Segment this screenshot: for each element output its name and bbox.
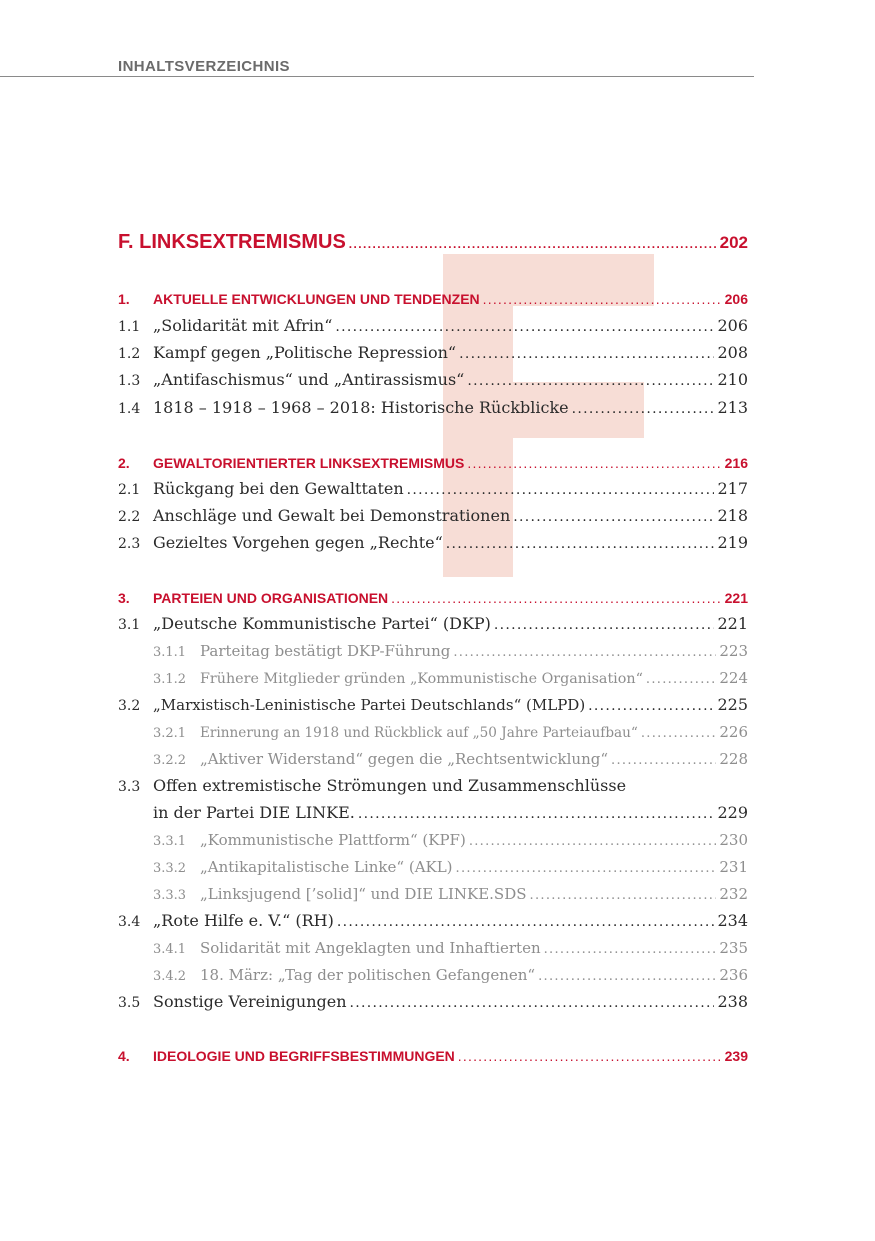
toc-entry-page: 226 xyxy=(719,723,748,741)
toc-entry-number: 1.3 xyxy=(118,373,141,389)
toc-entry-title: Kampf gegen „Politische Repression“ xyxy=(153,343,457,362)
toc-section-page: 206 xyxy=(724,291,748,307)
toc-entry-title-continued: in der Partei DIE LINKE. xyxy=(153,803,355,822)
toc-entry-page: 225 xyxy=(717,695,748,714)
toc-entry-number: 2.1 xyxy=(118,482,141,498)
toc-leader xyxy=(530,888,717,903)
toc-entry-number: 2.3 xyxy=(118,536,141,552)
toc-entry-number: 3.1.1 xyxy=(153,645,187,660)
toc-entry-page: 213 xyxy=(717,398,748,417)
toc-leader xyxy=(483,291,722,307)
toc-leader xyxy=(646,672,716,687)
toc-entry-page: 210 xyxy=(717,370,748,389)
toc-section-1[interactable] xyxy=(118,291,748,307)
toc-entry-title: „Marxistisch-Leninistische Partei Deutschlands“ (MLPD) xyxy=(153,696,586,714)
toc-entry-title: Anschläge und Gewalt bei Demonstrationen xyxy=(153,506,511,525)
toc-entry-page: 231 xyxy=(719,858,748,876)
toc-entry-number: 3.4.1 xyxy=(153,942,187,957)
toc-section-number: 3. xyxy=(118,590,130,606)
toc-entry-3-2-1[interactable] xyxy=(118,723,748,741)
toc-entry-title: Solidarität mit Angeklagten und Inhaftierten xyxy=(200,939,541,957)
toc-section-2[interactable] xyxy=(118,455,748,471)
toc-section-page: 239 xyxy=(724,1048,748,1064)
toc-entry-1-2[interactable] xyxy=(118,343,748,362)
toc-entry-page: 236 xyxy=(719,966,748,984)
toc-entry-3-1-2[interactable] xyxy=(118,669,748,687)
toc-section-page: 221 xyxy=(724,590,748,606)
toc-entry-page: 219 xyxy=(717,533,748,552)
toc-section-number: 2. xyxy=(118,455,130,471)
toc-entry-page: 224 xyxy=(719,669,748,687)
toc-entry-3-3-3[interactable] xyxy=(118,885,748,903)
toc-entry-page: 218 xyxy=(717,506,748,525)
toc-entry-number: 3.3.3 xyxy=(153,888,187,903)
toc-leader xyxy=(391,590,721,606)
toc-entry-number: 3.5 xyxy=(118,995,141,1011)
toc-leader xyxy=(469,834,717,849)
toc-entry-title: Gezieltes Vorgehen gegen „Rechte“ xyxy=(153,533,443,552)
toc-entry-page: 230 xyxy=(719,831,748,849)
toc-entry-title: Rückgang bei den Gewalttaten xyxy=(153,479,404,498)
header-rule xyxy=(0,76,754,77)
toc-entry-title: „Linksjugend [’solid]“ und DIE LINKE.SDS xyxy=(200,885,527,903)
toc-entry-number: 3.3.1 xyxy=(153,834,187,849)
toc-entry-1-1[interactable] xyxy=(118,316,748,335)
toc-leader xyxy=(335,319,714,335)
toc-entry-title: „Kommunistische Plattform“ (KPF) xyxy=(200,831,466,849)
toc-entry-number: 3.3 xyxy=(118,779,141,795)
toc-section-number: 1. xyxy=(118,291,130,307)
toc-entry-page: 221 xyxy=(717,614,748,633)
toc-entry-3-5[interactable] xyxy=(118,992,748,1011)
toc-entry-3-2[interactable] xyxy=(118,695,748,714)
toc-entry-number: 1.2 xyxy=(118,346,141,362)
toc-entry-title: „Solidarität mit Afrin“ xyxy=(153,316,333,335)
toc-entry-2-2[interactable] xyxy=(118,506,748,525)
toc-entry-number: 2.2 xyxy=(118,509,141,525)
toc-entry-number: 3.2.1 xyxy=(153,726,187,741)
toc-entry-title: Offen extremistische Strömungen und Zusammenschlüsse xyxy=(153,776,627,795)
toc-leader xyxy=(453,645,716,660)
toc-leader xyxy=(513,509,714,525)
toc-section-title: AKTUELLE ENTWICKLUNGEN UND TENDENZEN xyxy=(153,291,480,307)
toc-leader xyxy=(467,373,714,389)
toc-entry-title: „Antifaschismus“ und „Antirassismus“ xyxy=(153,370,465,389)
toc-entry-3-3-1[interactable] xyxy=(118,831,748,849)
toc-entry-3-1-1[interactable] xyxy=(118,642,748,660)
toc-chapter-page: 202 xyxy=(719,233,748,252)
toc-leader xyxy=(337,914,715,930)
toc-entry-3-4[interactable] xyxy=(118,911,748,930)
toc-entry-page: 235 xyxy=(719,939,748,957)
toc-leader xyxy=(611,753,716,768)
toc-entry-3-2-2[interactable] xyxy=(118,750,748,768)
toc-entry-title: Frühere Mitglieder gründen „Kommunistische Organisation“ xyxy=(200,671,643,687)
toc-entry-title: „Aktiver Widerstand“ gegen die „Rechtsentwicklung“ xyxy=(200,750,609,768)
toc-entry-title: „Rote Hilfe e. V.“ (RH) xyxy=(153,911,334,930)
toc-entry-page: 217 xyxy=(717,479,748,498)
toc-leader xyxy=(544,942,717,957)
toc-entry-title: Erinnerung an 1918 und Rückblick auf „50 Jahre Parteiaufbau“ xyxy=(200,725,638,741)
toc-entry-number: 3.4.2 xyxy=(153,969,187,984)
toc-leader xyxy=(494,617,715,633)
toc-entry-page: 234 xyxy=(717,911,748,930)
toc-entry-number: 1.1 xyxy=(118,319,141,335)
toc-entry-1-4[interactable] xyxy=(118,398,748,417)
toc-entry-page: 208 xyxy=(717,343,748,362)
toc-entry-number: 3.3.2 xyxy=(153,861,187,876)
toc-entry-3-4-1[interactable] xyxy=(118,939,748,957)
toc-section-page: 216 xyxy=(724,455,748,471)
toc-entry-page: 206 xyxy=(717,316,748,335)
toc-entry-number: 3.2.2 xyxy=(153,753,187,768)
toc-entry-title: Sonstige Vereinigungen xyxy=(153,992,347,1011)
toc-entry-title: 18. März: „Tag der politischen Gefangenen“ xyxy=(200,966,536,984)
toc-leader xyxy=(407,482,715,498)
toc-leader xyxy=(572,401,715,417)
toc-section-title: IDEOLOGIE UND BEGRIFFSBESTIMMUNGEN xyxy=(153,1048,455,1064)
toc-leader xyxy=(456,861,717,876)
toc-leader xyxy=(349,237,717,251)
toc-leader xyxy=(588,698,714,714)
toc-leader xyxy=(446,536,715,552)
running-header: INHALTSVERZEICHNIS xyxy=(118,58,290,75)
toc-section-4[interactable] xyxy=(118,1048,748,1064)
toc-entry-number: 3.4 xyxy=(118,914,141,930)
toc-entry-page: 232 xyxy=(719,885,748,903)
toc-section-3[interactable] xyxy=(118,590,748,606)
toc-entry-3-3[interactable] xyxy=(118,803,748,822)
toc-section-title: GEWALTORIENTIERTER LINKSEXTREMISMUS xyxy=(153,455,465,471)
toc-leader xyxy=(641,726,717,741)
toc-entry-page: 228 xyxy=(719,750,748,768)
toc-entry-3-3-2[interactable] xyxy=(118,858,748,876)
toc-entry-number: 1.4 xyxy=(118,401,141,417)
toc-entry-2-1[interactable] xyxy=(118,479,748,498)
toc-entry-page: 238 xyxy=(717,992,748,1011)
toc-entry-3-4-2[interactable] xyxy=(118,966,748,984)
toc-entry-2-3[interactable] xyxy=(118,533,748,552)
toc-chapter[interactable] xyxy=(118,231,748,254)
toc-entry-number: 3.1.2 xyxy=(153,672,187,687)
toc-leader xyxy=(350,995,715,1011)
toc-section-number: 4. xyxy=(118,1048,130,1064)
toc-leader xyxy=(358,806,715,822)
toc-leader xyxy=(459,346,714,362)
toc-entry-title: 1818 – 1918 – 1968 – 2018: Historische Rückblicke xyxy=(153,398,569,417)
toc-entry-number: 3.2 xyxy=(118,698,141,714)
toc-entry-title: „Antikapitalistische Linke“ (AKL) xyxy=(200,858,453,876)
toc-entry-3-3-line1[interactable] xyxy=(118,776,748,795)
toc-entry-title: „Deutsche Kommunistische Partei“ (DKP) xyxy=(153,614,491,633)
toc-entry-3-1[interactable] xyxy=(118,614,748,633)
toc-entry-page: 223 xyxy=(719,642,748,660)
toc-section-title: PARTEIEN UND ORGANISATIONEN xyxy=(153,590,389,606)
toc-leader xyxy=(467,455,721,471)
toc-entry-title: Parteitag bestätigt DKP-Führung xyxy=(200,642,451,660)
toc-chapter-title: F. LINKSEXTREMISMUS xyxy=(118,231,346,253)
toc-entry-page: 229 xyxy=(717,803,748,822)
toc-leader xyxy=(458,1048,722,1064)
toc-entry-1-3[interactable] xyxy=(118,370,748,389)
toc-leader xyxy=(538,969,716,984)
toc-entry-number: 3.1 xyxy=(118,617,141,633)
